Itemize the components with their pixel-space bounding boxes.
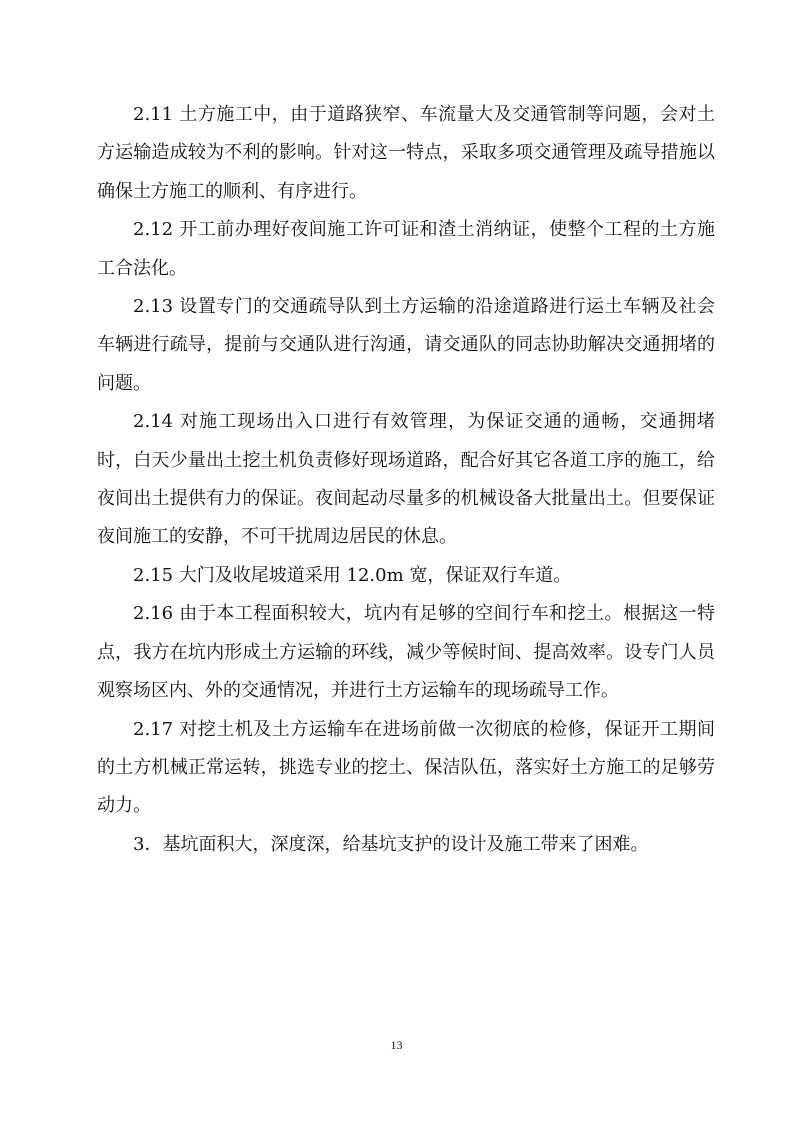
- paragraph-2-13: 2.13 设置专门的交通疏导队到土方运输的沿途道路进行运土车辆及社会车辆进行疏导，提前与交通队进行沟通，请交通队的同志协助解决交通拥堵的问题。: [97, 296, 715, 394]
- page-number: 13: [390, 1038, 403, 1052]
- paragraph-2-14: 2.14 对施工现场出入口进行有效管理，为保证交通的通畅，交通拥堵时，白天少量出土挖土机负责修好现场道路，配合好其它各道工序的施工，给夜间出土提供有力的保证。夜间起动尽量多的机械设备大批量出土。但要保证夜间施工的安静，不可干扰周边居民的休息。: [97, 411, 715, 548]
- paragraph-2-15: 2.15 大门及收尾坡道采用 12.0m 宽，保证双行车道。: [133, 564, 572, 586]
- paragraph-2-12: 2.12 开工前办理好夜间施工许可证和渣土消纳证，使整个工程的土方施工合法化。: [97, 219, 715, 279]
- paragraph-2-16: 2.16 由于本工程面积较大，坑内有足够的空间行车和挖土。根据这一特点，我方在坑内形成土方运输的环线，减少等候时间、提高效率。设专门人员观察场区内、外的交通情况，并进行土方运输车的现场疏导工作。: [97, 603, 715, 702]
- body-text: [97, 96, 715, 864]
- paragraph-3: 3．基坑面积大，深度深，给基坑支护的设计及施工带来了困难。: [133, 833, 649, 855]
- paragraph-2-17: 2.17 对挖土机及土方运输车在进场前做一次彻底的检修，保证开工期间的土方机械正常运转，挑选专业的挖土、保洁队伍，落实好土方施工的足够劳动力。: [97, 718, 715, 817]
- paragraph-2-11: 2.11 土方施工中，由于道路狭窄、车流量大及交通管制等问题，会对土方运输造成较为不利的影响。针对这一特点，采取多项交通管理及疏导措施以确保土方施工的顺利、有序进行。: [97, 104, 715, 202]
